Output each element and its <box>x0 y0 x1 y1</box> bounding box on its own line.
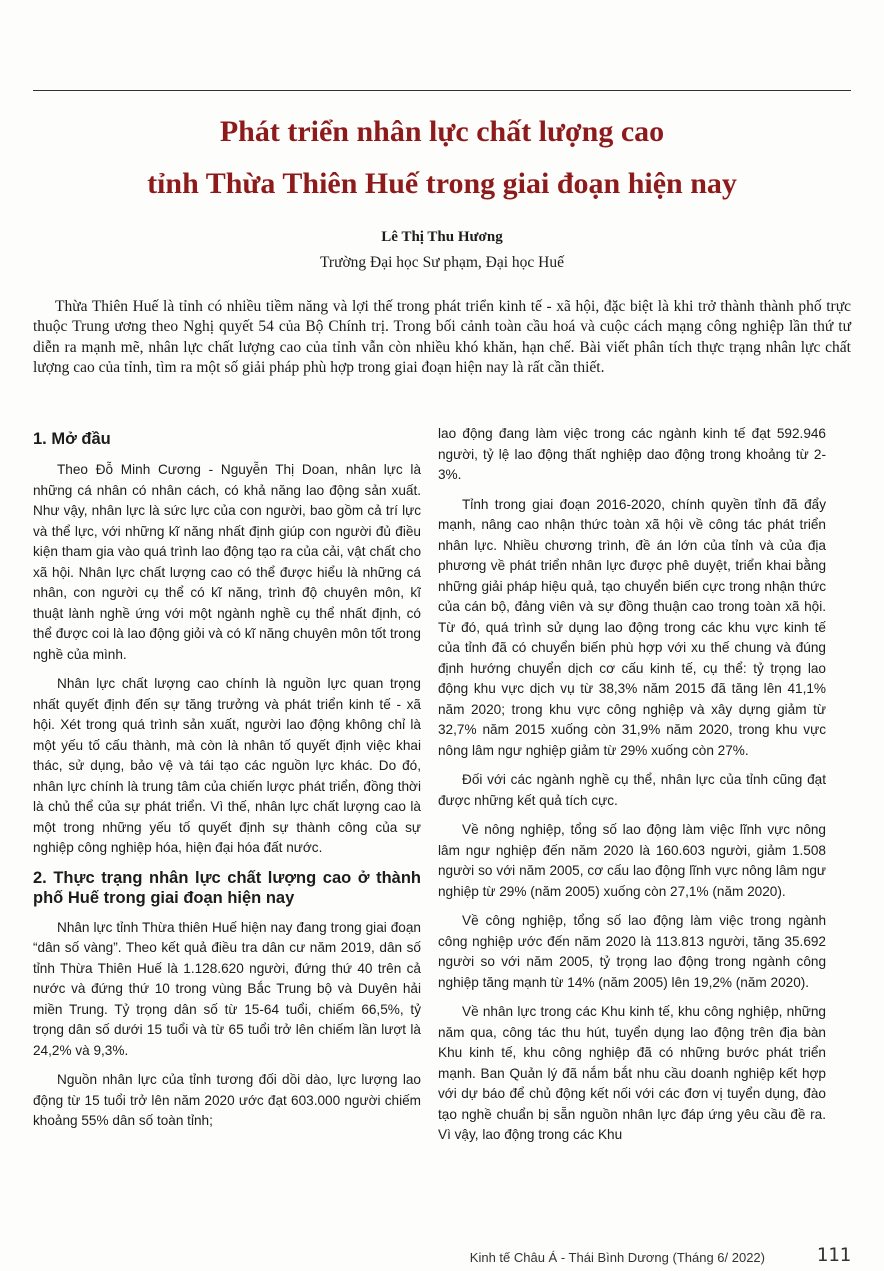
author-name: Lê Thị Thu Hương <box>381 229 503 245</box>
journal-name: Kinh tế Châu Á - Thái Bình Dương (Tháng 6/ 2022) <box>469 1250 765 1265</box>
page-footer <box>33 1240 851 1270</box>
header-rule <box>33 90 851 91</box>
paragraph: Về nông nghiệp, tổng số lao động làm việc lĩnh vực nông lâm ngư nghiệp đến năm 2020 là 160.603 người, giảm 1.508 người so với năm 2005, cơ cấu lao động lĩnh vực nông lâm ngư nghiệp từ 29% (năm 2005) xuống còn 27,1% (năm 2020). <box>438 822 826 899</box>
section-1-heading: 1. Mở đầu <box>33 430 111 448</box>
article-title-line-2: tỉnh Thừa Thiên Huế trong giai đoạn hiện nay <box>147 167 737 200</box>
paragraph: Về công nghiệp, tổng số lao động làm việc trong ngành công nghiệp ước đến năm 2020 là 113.813 người, tăng 35.692 người so với năm 2005, tỷ trọng lao động trong ngành công nghiệp tăng mạnh từ 14% (năm 2005) lên 19,2% (năm 2020). <box>438 913 826 990</box>
article-title-line-1: Phát triển nhân lực chất lượng cao <box>219 115 665 148</box>
paragraph: Nhân lực chất lượng cao chính là nguồn lực quan trọng nhất quyết định đến sự tăng trưởng và phát triển kinh tế - xã hội. Xét trong quá trình sản xuất, người lao động không chỉ là một yếu tố cấu thành, mà còn là nhân tố quyết định việc khai thác, sử dụng, bảo vệ và tái tạo các nguồn lực khác. Do đó, nhân lực chính là trung tâm của chiến lược phát triển, đồng thời là chủ thể của sự phát triển. Vì thế, nhân lực chất lượng cao là một trong những yếu tố quyết định sự thành công của sự nghiệp công nghiệp hóa, hiện đại hóa đất nước. <box>33 676 421 855</box>
page-number: 111 <box>816 1244 851 1266</box>
author-affiliation: Trường Đại học Sư phạm, Đại học Huế <box>320 254 564 271</box>
paragraph: Tỉnh trong giai đoạn 2016-2020, chính quyền tỉnh đã đẩy mạnh, nâng cao nhận thức toàn xã hội về công tác phát triển nhân lực. Nhiều chương trình, đề án lớn của tỉnh và của địa phương về phát triển nhân lực được phê duyệt, triển khai bằng những giải pháp hiệu quả, tạo chuyển biến cực trong nhận thức của cán bộ, đảng viên và sự đồng thuận cao trong toàn xã hội. Từ đó, quá trình sử dụng lao động trong các khu vực kinh tế của tỉnh đã có chuyển biến phù hợp với xu thế chung và đúng định hướng chuyển dịch cơ cấu kinh tế, cụ thể: tỷ trọng lao động khu vực dịch vụ từ 38,3% năm 2015 đã tăng lên 41,1% năm 2020; trong khu vực công nghiệp và xây dựng giảm từ 32,7% năm 2015 xuống còn 31,9% năm 2020, trong khu vực nông lâm ngư nghiệp giảm từ 29% xuống còn 27%. <box>438 496 826 758</box>
right-column <box>438 424 826 1204</box>
paragraph-continued: lao động đang làm việc trong các ngành kinh tế đạt 592.946 người, tỷ lệ lao động thất nghiệp dao động trong khoảng từ 2-3%. <box>438 426 826 482</box>
paragraph: Nhân lực tỉnh Thừa thiên Huế hiện nay đang trong giai đoạn “dân số vàng”. Theo kết quả điều tra dân cư năm 2019, dân số tỉnh Thừa Thiên Huế là 1.128.620 người, đứng thứ 40 trên cả nước và đứng thứ 10 trong vùng Bắc Trung bộ và Duyên hải miền Trung. Tỷ trọng dân số từ 15-64 tuổi, chiếm 66,5%, tỷ trọng dân số dưới 15 tuổi và từ 65 tuổi trở lên chiếm lần lượt là 24,2% và 9,3%. <box>33 919 421 1058</box>
section-2-heading: 2. Thực trạng nhân lực chất lượng cao ở thành phố Huế trong giai đoạn hiện nay <box>33 868 421 907</box>
abstract: Thừa Thiên Huế là tỉnh có nhiều tiềm năng và lợi thế trong phát triển kinh tế - xã hội, đặc biệt là khi trở thành thành phố trực thuộc Trung ương theo Nghị quyết 54 của Bộ Chính trị. Trong bối cảnh toàn cầu hoá và cuộc cách mạng công nghiệp lần thứ tư diễn ra mạnh mẽ, nhân lực chất lượng cao của tỉnh vẫn còn nhiều khó khăn, hạn chế. Bài viết phân tích thực trạng nhân lực chất lượng cao của tỉnh, tìm ra một số giải pháp phù hợp trong giai đoạn hiện nay là rất cần thiết. <box>33 298 851 376</box>
paragraph: Nguồn nhân lực của tỉnh tương đối dồi dào, lực lượng lao động từ 15 tuổi trở lên năm 2020 ước đạt 603.000 người chiếm khoảng 55% dân số toàn tỉnh; <box>33 1072 421 1128</box>
left-column <box>33 424 421 1204</box>
paragraph: Về nhân lực trong các Khu kinh tế, khu công nghiệp, những năm qua, công tác thu hút, tuyển dụng lao động trên địa bàn Khu kinh tế, khu công nghiệp đã có những bước phát triển mạnh. Ban Quản lý đã nắm bắt nhu cầu doanh nghiệp kết hợp với dự báo để chủ động kết nối với các đơn vị tuyển dụng, đào tạo nghề chuẩn bị sẵn nguồn nhân lực đáp ứng yêu cầu đề ra. Vì vậy, lao động trong các Khu <box>438 1004 826 1142</box>
paragraph: Đối với các ngành nghề cụ thể, nhân lực của tỉnh cũng đạt được những kết quả tích cực. <box>438 772 826 808</box>
paragraph: Theo Đỗ Minh Cương - Nguyễn Thị Doan, nhân lực là những cá nhân có nhân cách, có khả năng lao động sản xuất. Như vậy, nhân lực là sức lực của con người, bao gồm cả trí lực và thể lực, với những kĩ năng nhất định giúp con người đủ điều kiện tham gia vào quá trình lao động tạo ra của cải, vật chất cho xã hội. Nhân lực chất lượng cao có thể được hiểu là những cá nhân, con người cụ thể có kĩ năng, trình độ chuyên môn, kĩ thuật lành nghề ứng với một ngành nghề cụ thể nhất định, có thể được coi là lao động giỏi và có kĩ năng chuyên môn tốt trong nghề của mình. <box>33 462 421 662</box>
